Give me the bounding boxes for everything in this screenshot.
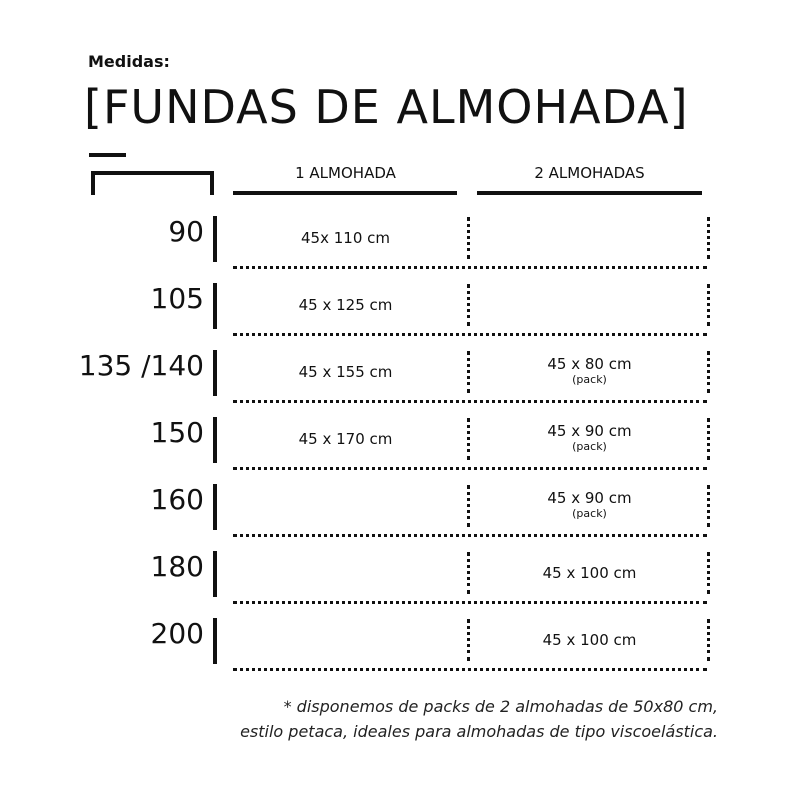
right-border-dots	[707, 351, 710, 393]
cell-2-pillows	[477, 489, 702, 521]
footnote-line-1: * disponemos de packs de 2 almohadas de 50x80 cm,	[283, 697, 718, 716]
right-border-dots	[707, 284, 710, 326]
bed-size-label: 150	[150, 416, 204, 449]
row-marker-bar	[213, 216, 217, 262]
right-border-dots	[707, 485, 710, 527]
right-border-dots	[707, 552, 710, 594]
column-divider-dots	[467, 351, 470, 393]
bed-size-label: 135 /140	[78, 349, 204, 382]
cell-1-pillow	[233, 430, 458, 448]
row-marker-bar	[213, 618, 217, 664]
row-marker-bar	[213, 484, 217, 530]
column-rule-2	[477, 191, 702, 195]
right-border-dots	[707, 619, 710, 661]
cell-2-pillows-value: 45 x 100 cm	[542, 564, 637, 582]
bed-icon-frame	[91, 171, 214, 195]
right-border-dots	[707, 418, 710, 460]
footnote	[158, 694, 718, 744]
cell-2-pillows-value: 45 x 90 cm	[547, 422, 632, 440]
column-divider-dots	[467, 284, 470, 326]
cell-2-pillows-value: 45 x 90 cm	[547, 489, 632, 507]
row-separator-dots	[233, 601, 707, 604]
row-separator-dots	[233, 534, 707, 537]
column-divider-dots	[467, 552, 470, 594]
cell-2-pillows-note: (pack)	[572, 507, 607, 520]
bed-size-label: 200	[150, 617, 204, 650]
bed-size-label: 105	[150, 282, 204, 315]
bed-icon-pillow	[89, 153, 126, 157]
cell-2-pillows-value: 45 x 100 cm	[542, 631, 637, 649]
column-header-1-pillow: 1 ALMOHADA	[295, 164, 396, 182]
cell-1-pillow	[233, 229, 458, 247]
column-rule-1	[233, 191, 457, 195]
right-border-dots	[707, 217, 710, 259]
cell-1-pillow	[233, 296, 458, 314]
row-separator-dots	[233, 467, 707, 470]
cell-2-pillows	[477, 564, 702, 582]
column-divider-dots	[467, 217, 470, 259]
row-marker-bar	[213, 350, 217, 396]
cell-1-pillow-value: 45 x 125 cm	[298, 296, 393, 314]
cell-1-pillow-value: 45 x 170 cm	[298, 430, 393, 448]
subtitle: Medidas:	[88, 52, 170, 71]
row-separator-dots	[233, 668, 707, 671]
bed-size-label: 180	[150, 550, 204, 583]
page-title: [FUNDAS DE ALMOHADA]	[84, 80, 689, 134]
row-marker-bar	[213, 283, 217, 329]
cell-2-pillows	[477, 422, 702, 454]
row-marker-bar	[213, 551, 217, 597]
row-separator-dots	[233, 400, 707, 403]
cell-2-pillows	[477, 355, 702, 387]
cell-1-pillow	[233, 363, 458, 381]
footnote-line-2: estilo petaca, ideales para almohadas de tipo viscoelástica.	[240, 722, 718, 741]
column-divider-dots	[467, 619, 470, 661]
cell-2-pillows	[477, 631, 702, 649]
cell-1-pillow-value: 45 x 155 cm	[298, 363, 393, 381]
row-marker-bar	[213, 417, 217, 463]
cell-2-pillows-value: 45 x 80 cm	[547, 355, 632, 373]
cell-1-pillow-value: 45x 110 cm	[301, 229, 390, 247]
bed-size-label: 160	[150, 483, 204, 516]
column-header-2-pillows: 2 ALMOHADAS	[534, 164, 645, 182]
row-separator-dots	[233, 333, 707, 336]
column-divider-dots	[467, 418, 470, 460]
row-separator-dots	[233, 266, 707, 269]
cell-2-pillows-note: (pack)	[572, 373, 607, 386]
cell-2-pillows-note: (pack)	[572, 440, 607, 453]
column-divider-dots	[467, 485, 470, 527]
bed-size-label: 90	[168, 215, 204, 248]
